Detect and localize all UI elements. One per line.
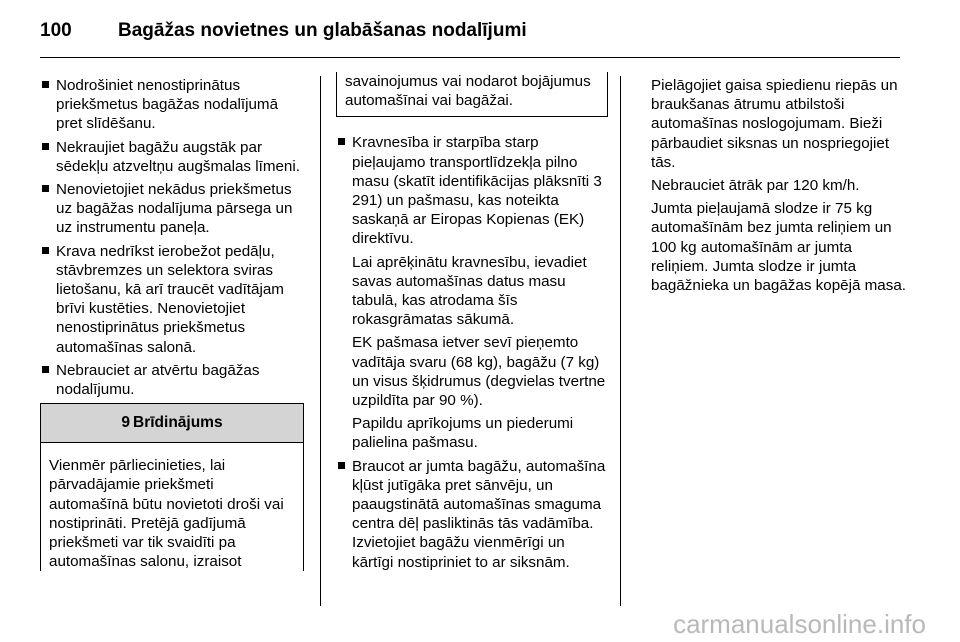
warning-header (41, 404, 303, 443)
warning-box-continued: savainojumus vai nodarot bojājumus automašīnai vai bagāžai. (336, 72, 608, 117)
warning-title: Brīdinājums (133, 414, 223, 432)
column-divider-2 (620, 76, 621, 606)
list-item: Nekraujiet bagāžu augstāk par sēdekļu atzveltņu augšmalas līmeni. (40, 138, 304, 176)
warning-box (40, 403, 304, 571)
page-title: Bagāžas novietnes un glabāšanas nodalījumi (118, 20, 527, 41)
paragraph: Jumta pieļaujamā slodze ir 75 kg automašīnām bez jumta reliņiem un 100 kg automašīnām ar jumta reliņiem. Jumta slodze ir jumta bagāžnieka un bagāžas kopējā masa. (651, 200, 906, 295)
bullet-text: Kravnesība ir starpība starp pieļaujamo transportlīdzekļa pilno masu (skatīt identifikācijas plāksnīti (352, 134, 594, 190)
header-rule (40, 57, 900, 58)
list-item (336, 133, 608, 248)
paragraph: Nebrauciet ātrāk par 120 km/h. (651, 177, 860, 195)
list-item: Braucot ar jumta bagāžu, automašīna kļūst jutīgāka pret sānvēju, un paaugstinātā automašīnas smaguma centra dēļ pasliktinās tās vadāmība. Izvietojiet bagāžu vienmērīgi un kārtīgi nostipriniet to ar siksnām. (336, 457, 608, 572)
list-item: Nenovietojiet nekādus priekšmetus uz bagāžas nodalījuma pārsega un uz instrumentu paneļa. (40, 180, 304, 238)
watermark: carmanualsonline.info (673, 609, 926, 639)
column-1 (40, 76, 304, 571)
list-item: Nodrošiniet nenostiprinātus priekšmetus bagāžas nodalījumā pret slīdēšanu. (40, 76, 304, 134)
paragraph: Papildu aprīkojums un piederumi palielina pašmasu. (352, 415, 574, 452)
page-reference-arrow-icon[interactable]: 3 (593, 172, 602, 190)
column-divider-1 (320, 76, 321, 606)
page-number: 100 (40, 20, 72, 41)
warning-triangle-icon: 9 (121, 414, 131, 432)
page-header (40, 14, 920, 54)
column-3 (651, 76, 909, 299)
warning-text: Vienmēr pārliecinieties, lai pārvadājamie priekšmeti automašīnā būtu novietoti droši vai nostiprināti. Pretējā gadījumā priekšmeti var tik svaidīti pa automašīnas salonu, izraisot (49, 457, 284, 571)
paragraph: EK pašmasa ietver sevī pieņemto vadītāja svaru (68 kg), bagāžu (7 kg) un visus šķidrumus (degvielas tvertne uzpildīta par 90 %). (352, 334, 606, 410)
list-item: Krava nedrīkst ierobežot pedāļu, stāvbremzes un selektora sviras lietošanu, kā arī traucēt vadītājam brīvi kustēties. Nenovietojiet nenostiprinātus priekšmetus automašīnas salonā. (40, 242, 304, 357)
paragraph: Lai aprēķinātu kravnesību, ievadiet savas automašīnas datus masu tabulā, kas atrodama šīs rokasgrāmatas sākumā. (352, 253, 587, 329)
paragraph: Pielāgojiet gaisa spiedienu riepās un braukšanas ātrumu atbilstoši automašīnas noslogojumam. Bieži pārbaudiet siksnas un nospriegojiet tās. (651, 77, 898, 171)
list-item: Nebrauciet ar atvērtu bagāžas nodalījumu. (40, 361, 304, 399)
column-2 (336, 73, 608, 576)
bullet-text: 291) un pašmasu, kas noteikta saskaņā ar Eiropas Kopienas (EK) direktīvu. (352, 192, 585, 248)
